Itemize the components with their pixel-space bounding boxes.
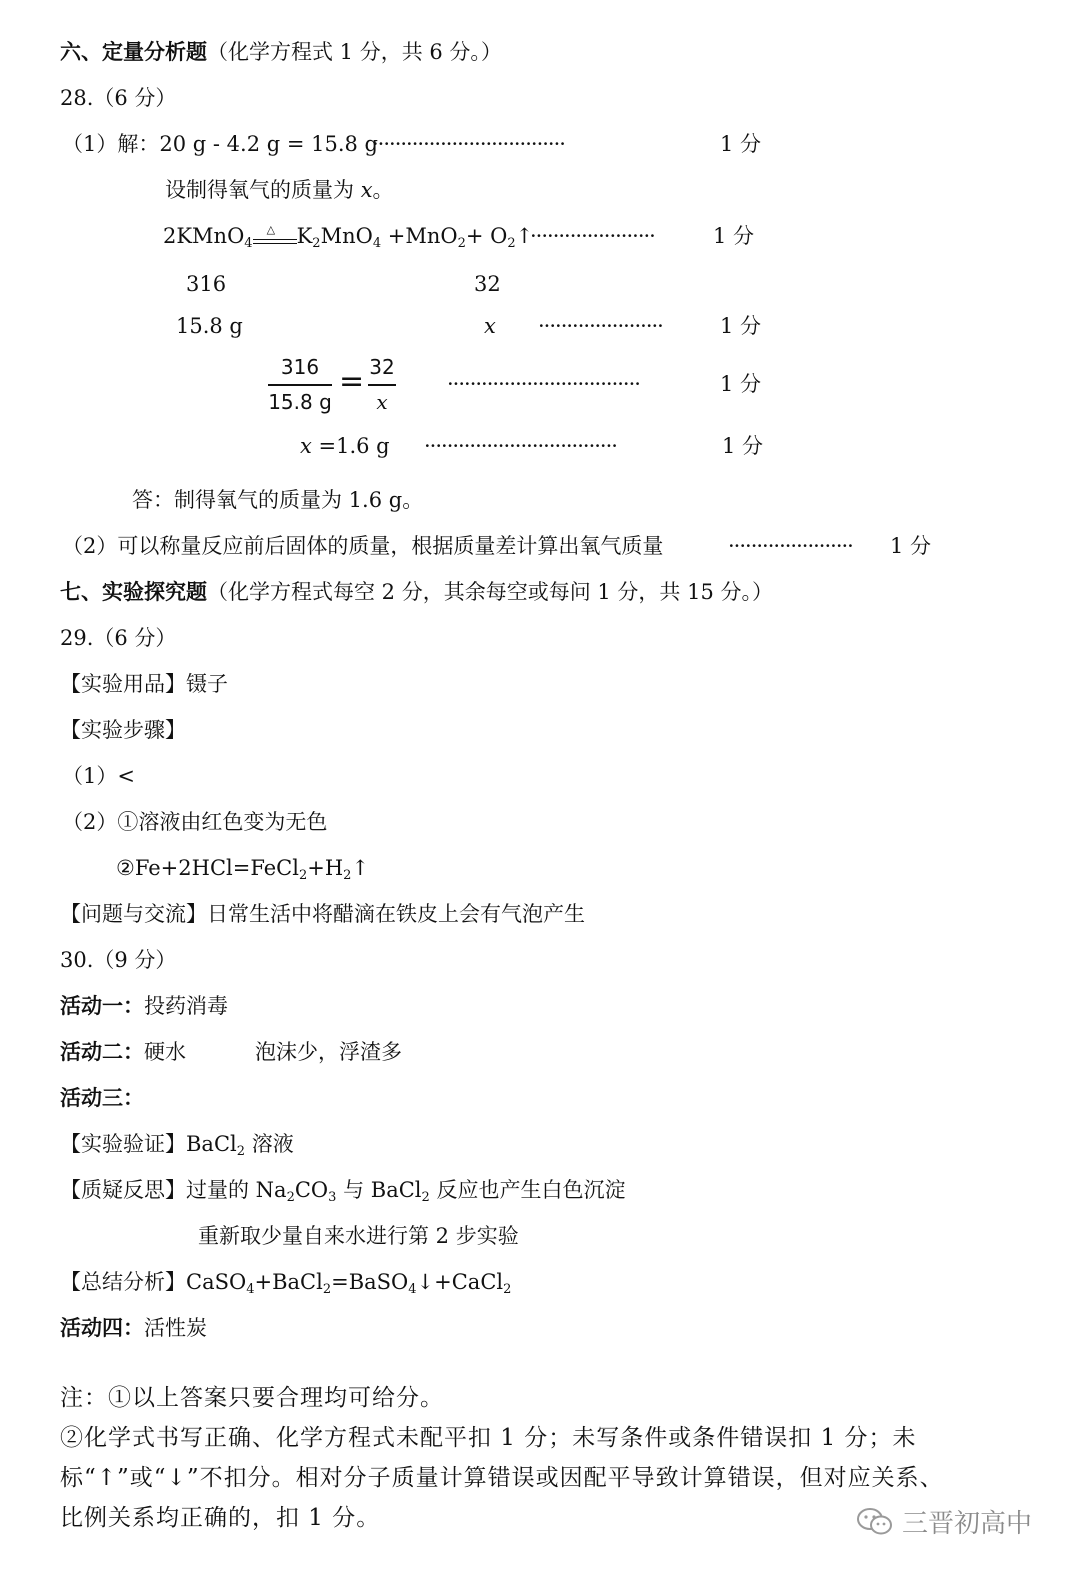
section-7-title: 七、实验探究题	[60, 580, 207, 604]
fraction-bar-2	[368, 384, 396, 386]
q30-activity2-observation: 泡沫少，浮渣多	[255, 1040, 402, 1064]
score: 1 分	[722, 434, 764, 458]
q28-mass-diff: 20 g - 4.2 g = 15.8 g	[159, 132, 378, 156]
q30-reflect: 【质疑反思】过量的 $Na_2CO_3$ 与 BaCl$_2$ 反应也产生白色沉淀	[60, 1178, 626, 1205]
q29-steps-heading: 【实验步骤】	[60, 718, 186, 742]
section-6-heading	[60, 38, 502, 66]
watermark	[856, 1503, 1032, 1540]
molar-mass-o2: 32	[474, 272, 501, 296]
section-6-title: 六、定量分析题	[60, 40, 207, 64]
q30-summary: 【总结分析】CaSO$_4$+BaCl$_2$=BaSO$_4$↓+CaCl$_2$	[60, 1270, 512, 1297]
fraction-bar-1	[268, 384, 332, 386]
fraction-numerator-2: 32	[369, 355, 395, 379]
dots: ······················	[538, 314, 663, 338]
q29-number: 29.（6 分）	[60, 626, 177, 650]
q30-activity1: 活动一：投药消毒	[60, 994, 228, 1018]
dots: ··································	[447, 372, 640, 396]
variable-x: x	[360, 178, 373, 202]
q28-number: 28.（6 分）	[60, 86, 177, 110]
score: 1 分	[713, 224, 755, 248]
dots: ··································	[372, 132, 565, 156]
wechat-icon	[856, 1506, 894, 1538]
q30-number: 30.（9 分）	[60, 948, 177, 972]
score: 1 分	[720, 372, 762, 396]
dots: ······················	[530, 224, 655, 248]
equals-sign: =	[339, 364, 365, 399]
fraction-denominator-1: 15.8 g	[268, 390, 332, 414]
fraction-denominator-2: x	[376, 390, 388, 414]
solution-result: x =1.6 g	[300, 434, 390, 458]
dots: ······················	[728, 534, 853, 558]
reaction-equation: 2KMnO$_4$ △ $K_2MnO_4 +MnO_2+$ $O_2↑$	[163, 222, 534, 251]
score: 1 分	[720, 132, 762, 156]
q29-discussion: 【问题与交流】日常生活中将醋滴在铁皮上会有气泡产生	[60, 902, 585, 926]
section-7-note: （化学方程式每空 2 分，其余每空或每问 1 分，共 15 分。）	[207, 580, 773, 604]
note-4: 比例关系均正确的，扣 1 分。	[60, 1505, 381, 1531]
note-2: ②化学式书写正确、化学方程式未配平扣 1 分；未写条件或条件错误扣 1 分；未	[60, 1425, 917, 1451]
let-statement: 设制得氧气的质量为 x。	[165, 178, 394, 202]
q30-activity4: 活动四：活性炭	[60, 1316, 207, 1340]
section-6-note: （化学方程式 1 分，共 6 分。）	[207, 40, 502, 64]
fraction-numerator-1: 316	[280, 355, 320, 379]
q29-tools: 【实验用品】镊子	[60, 672, 228, 696]
q28-part1-label: （1）解：	[62, 132, 160, 156]
q28-part2: （2）可以称量反应前后固体的质量，根据质量差计算出氧气质量	[62, 534, 664, 558]
heating-condition-symbol: △	[253, 228, 297, 248]
molar-mass-kmno4: 316	[186, 272, 227, 296]
dots: ··································	[424, 434, 617, 458]
section-7-heading	[60, 578, 773, 606]
watermark-text: 三晋初高中	[901, 1509, 1032, 1539]
q30-activity3-label: 活动三：	[60, 1086, 144, 1110]
actual-mass-kmno4: 15.8 g	[176, 314, 243, 338]
q28-part1-line	[62, 130, 378, 158]
note-3: 标“↑”或“↓”不扣分。相对分子质量计算错误或因配平导致计算错误，但对应关系、	[60, 1465, 944, 1491]
unknown-mass-o2: x	[484, 314, 496, 338]
score: 1 分	[720, 314, 762, 338]
q29-step2: （2）①溶液由红色变为无色	[62, 810, 328, 834]
q30-reflect-2: 重新取少量自来水进行第 2 步实验	[198, 1224, 519, 1248]
score: 1 分	[890, 534, 932, 558]
q30-activity2: 活动二：硬水	[60, 1040, 186, 1064]
note-1: 注：①以上答案只要合理均可给分。	[60, 1385, 444, 1411]
q29-step1: （1）<	[62, 764, 135, 788]
answer-statement: 答：制得氧气的质量为 1.6 g。	[132, 488, 424, 512]
q29-step2-equation: $②Fe+2HCl=FeCl_2+H_2↑$	[116, 856, 370, 883]
q30-verify: 【实验验证】BaCl$_2$ 溶液	[60, 1132, 294, 1159]
gas-arrow: ↑	[515, 224, 534, 248]
